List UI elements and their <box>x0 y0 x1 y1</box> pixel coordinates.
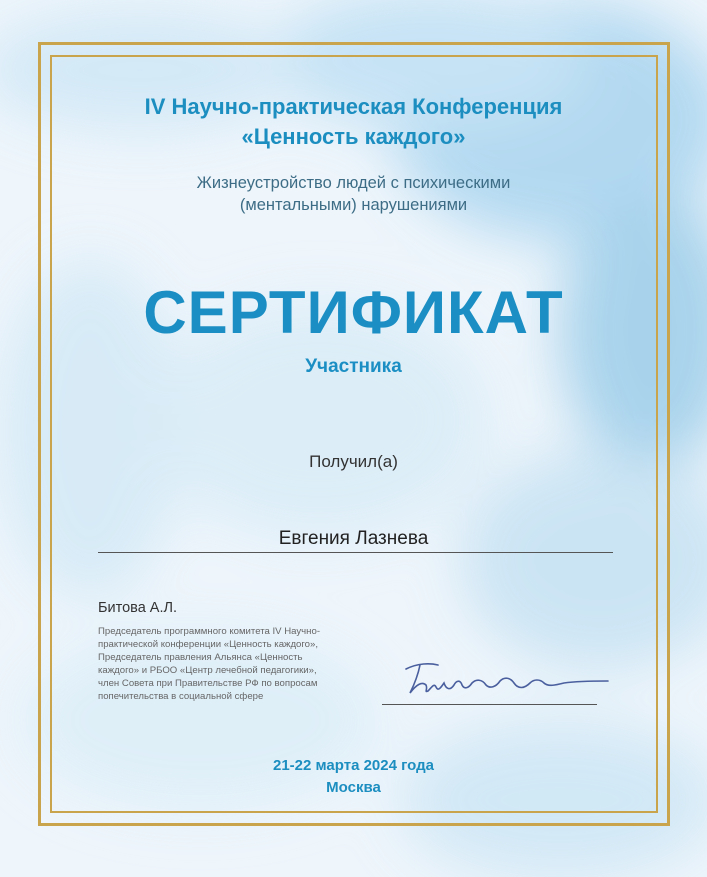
conference-title <box>0 92 707 152</box>
signatory-desc-line: попечительства в социальной сфере <box>98 691 264 702</box>
certificate-type: Участника <box>305 356 402 377</box>
event-date-place <box>0 755 707 799</box>
conference-subtitle <box>0 172 707 216</box>
signatory-desc-line: каждого» и РБОО «Центр лечебной педагогики», <box>98 665 317 676</box>
conference-title-line-1: IV Научно-практическая Конференция <box>144 94 563 119</box>
signatory-description <box>98 625 373 703</box>
signatory-desc-line: практической конференции «Ценность каждого», <box>98 639 319 650</box>
signatory-desc-line: Председатель правления Альянса «Ценность <box>98 652 303 663</box>
conference-subtitle-line-1: Жизнеустройство людей с психическими <box>196 174 511 192</box>
event-dates: 21-22 марта 2024 года <box>272 757 434 774</box>
signatory-desc-line: член Совета при Правительстве РФ по вопросам <box>98 678 318 689</box>
event-city: Москва <box>326 779 381 796</box>
recipient-name-underline <box>98 552 613 553</box>
conference-subtitle-line-2: (ментальными) нарушениями <box>239 196 468 214</box>
received-label: Получил(а) <box>309 452 398 471</box>
recipient-name: Евгения Лазнева <box>278 528 429 549</box>
conference-title-line-2: «Ценность каждого» <box>241 124 466 149</box>
signatory-name: Битова А.Л. <box>98 600 178 616</box>
signatory-desc-line: Председатель программного комитета IV Научно- <box>98 626 321 637</box>
certificate-heading: СЕРТИФИКАТ <box>143 279 564 346</box>
handwritten-signature <box>398 655 613 705</box>
